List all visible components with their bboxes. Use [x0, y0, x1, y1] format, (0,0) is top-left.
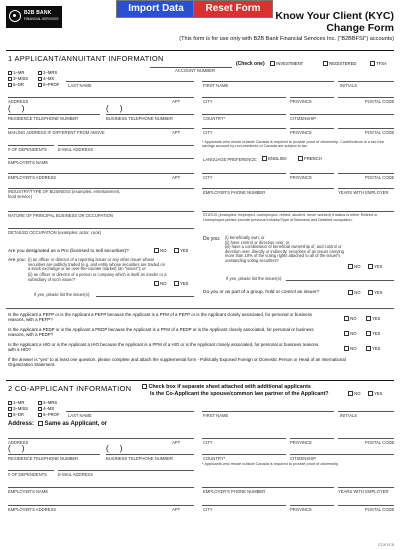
co-address-label: ADDRESS — [8, 440, 29, 445]
co-address-label-main: Address: — [8, 421, 35, 427]
do-you-yes[interactable]: YES — [368, 264, 382, 269]
pro-no[interactable]: NO — [154, 248, 166, 253]
mailing-postal-field[interactable] — [338, 128, 394, 129]
co-salutation-dr[interactable]: 5–DR — [8, 412, 24, 417]
are-you-item-2: (ii) an officer or director of a person or company which is itself an insider or a subsidiary of such issuer? — [28, 272, 167, 282]
detailed-occupation-label: DETAILED OCCUPATION (examples: actor, cook) — [8, 230, 102, 235]
co-last-name-field[interactable] — [66, 411, 194, 412]
co-last-name-label: LAST NAME — [68, 413, 92, 418]
pedp-yes[interactable]: YES — [366, 331, 380, 336]
employer-name-label: EMPLOYER'S NAME — [8, 160, 49, 165]
do-you-item-3: (iii) have a combination of beneficial ownership of, and control or direction over, directly or indirectly, securities of an issuer carrying more than 10% of the voting rights attached to all of the issuer's outstanding voting securities? — [225, 244, 344, 263]
form-title-line2: Change Form — [326, 22, 394, 34]
co-residents-note: * Applicants who reside outside Canada is required to provide proof of citizenship. — [202, 462, 340, 466]
co-business-phone-area[interactable]: ( ) — [106, 444, 123, 453]
salutation-miss[interactable]: 3–MISS — [8, 76, 28, 81]
issuers-list-label-2: If yes, please list the issuer(s): — [34, 292, 91, 297]
citizenship-field[interactable] — [290, 114, 394, 115]
business-phone-area[interactable]: ( ) — [106, 104, 123, 113]
check-one-label: (Check one) — [236, 61, 265, 67]
are-you-yes[interactable]: YES — [174, 281, 188, 286]
co-years-employer-field[interactable] — [338, 487, 394, 488]
issuers-list-field-2[interactable] — [96, 296, 194, 297]
nature-business-field[interactable] — [8, 211, 194, 212]
co-city-field[interactable] — [202, 438, 286, 439]
bank-logo-icon — [9, 10, 21, 22]
do-you-item-2: (ii) have control or direction over; or — [225, 240, 290, 245]
dependents-field[interactable] — [8, 145, 54, 146]
same-as-applicant-checkbox[interactable]: Same as Applicant, or — [38, 421, 107, 427]
co-country-label: COUNTRY* — [203, 456, 226, 461]
initials-label: INITIALS — [340, 83, 357, 88]
hio-yes[interactable]: YES — [366, 346, 380, 351]
language-french[interactable]: FRENCH — [298, 156, 322, 161]
spouse-no[interactable]: NO — [348, 391, 360, 396]
dependents-label: # OF DEPENDENTS — [8, 147, 48, 152]
co-employer-province-label: PROVINCE — [290, 507, 312, 512]
apt-label: APT — [172, 99, 181, 104]
logo-text: B2B BANK — [24, 10, 52, 16]
co-province-field[interactable] — [290, 438, 334, 439]
co-first-name-field[interactable] — [202, 411, 334, 412]
co-residence-phone-field[interactable] — [8, 454, 100, 455]
co-business-phone-label: BUSINESS TELEPHONE NUMBER — [106, 456, 173, 461]
employer-province-label: PROVINCE — [290, 175, 312, 180]
group-yes[interactable]: YES — [368, 290, 382, 295]
salutation-prof[interactable]: 6–PROF — [38, 82, 59, 87]
issuers-list-label-1: If yes, please list the issuer(s): — [226, 276, 283, 281]
employer-phone-field[interactable] — [202, 188, 334, 189]
account-type-tfsa[interactable]: TFSA — [370, 61, 387, 66]
email-field[interactable] — [58, 145, 194, 146]
group-question: Do you or as part of a group, hold or control an issuer? — [203, 290, 320, 295]
business-phone-label: BUSINESS TELEPHONE NUMBER — [106, 116, 173, 121]
country-field[interactable] — [202, 114, 286, 115]
logo-subtext: FINANCIAL SERVICES — [24, 17, 59, 21]
are-you-no[interactable]: NO — [154, 281, 166, 286]
pedp-question: Is the Applicant a PEDP or is the Applicant a PEDP because the Applicant is a PFM of a PEDP or is the Applicant closely associated, for personal or business reasons, with a PEDP? — [8, 327, 314, 337]
detailed-occupation-field[interactable] — [8, 228, 194, 229]
email-label: E-MAIL ADDRESS — [58, 147, 93, 152]
province-field[interactable] — [290, 97, 334, 98]
pro-yes[interactable]: YES — [174, 248, 188, 253]
first-name-label: FIRST NAME — [203, 83, 229, 88]
group-no[interactable]: NO — [348, 290, 360, 295]
co-email-field[interactable] — [58, 470, 194, 471]
section-divider — [6, 50, 394, 51]
co-city-label: CITY — [203, 440, 213, 445]
co-initials-field[interactable] — [338, 411, 394, 412]
co-residence-phone-area[interactable]: ( ) — [8, 444, 25, 453]
salutation-ms[interactable]: 4–MS — [38, 76, 54, 81]
co-employer-city-field[interactable] — [202, 505, 286, 506]
language-english[interactable]: ENGLISH — [262, 156, 287, 161]
mailing-province-label: PROVINCE — [290, 130, 312, 135]
form-subtitle: (This form is for use only with B2B Bank Financial Services Inc. ("B2BBFSI") accounts) — [179, 36, 394, 42]
co-postal-field[interactable] — [338, 438, 394, 439]
city-label: CITY — [203, 99, 213, 104]
co-address-field[interactable] — [8, 438, 194, 439]
pefp-yes[interactable]: YES — [366, 316, 380, 321]
co-salutation-miss[interactable]: 3–MISS — [8, 406, 28, 411]
employer-city-label: CITY — [203, 175, 213, 180]
city-field[interactable] — [202, 97, 286, 98]
do-you-item-1: (i) beneficially own; or — [225, 235, 265, 240]
co-business-phone-field[interactable] — [106, 454, 194, 455]
employer-address-field[interactable] — [8, 173, 194, 174]
address-field[interactable] — [8, 97, 194, 98]
industry-label: INDUSTRY/TYPE OF BUSINESS (examples: entertainment, food service) — [8, 189, 121, 199]
pefp-divider — [6, 308, 394, 309]
separate-sheet-checkbox[interactable]: Check box if separate sheet attached with additional applicants — [142, 384, 311, 390]
province-label: PROVINCE — [290, 99, 312, 104]
co-apt-label: APT — [172, 440, 181, 445]
co-dependents-field[interactable] — [8, 470, 54, 471]
co-province-label: PROVINCE — [290, 440, 312, 445]
residence-phone-label: RESIDENCE TELEPHONE NUMBER — [8, 116, 79, 121]
co-years-employer-label: YEARS WITH EMPLOYER — [338, 489, 389, 494]
co-country-field[interactable] — [202, 454, 286, 455]
do-you-label: Do you: — [203, 236, 221, 242]
mailing-city-label: CITY — [203, 130, 213, 135]
status-field[interactable] — [202, 211, 394, 212]
co-employer-name-field[interactable] — [8, 487, 194, 488]
co-dependents-label: # OF DEPENDENTS — [8, 472, 48, 477]
co-employer-apt-label: APT — [172, 507, 181, 512]
last-name-field[interactable] — [66, 81, 194, 82]
co-employer-name-label: EMPLOYER'S NAME — [8, 489, 49, 494]
residents-note: * Applicants who reside outside Canada is required to provide proof of citizenship. Contributions to a tax-free savings account by non-residents of Canada are subject to tax. — [202, 140, 384, 149]
employer-province-field[interactable] — [290, 173, 334, 174]
co-employer-address-field[interactable] — [8, 505, 194, 506]
initials-field[interactable] — [338, 81, 394, 82]
spouse-question: Is the Co-Applicant the spouse/common law partner of the Applicant? — [150, 391, 329, 397]
co-employer-postal-label: POSTAL CODE — [365, 507, 395, 512]
pedp-no[interactable]: NO — [344, 331, 356, 336]
status-note: STATUS (examples: employed, unemployed, retired, student, never worked) If status is either Retired or Unemployed please provide previous industry/Type of Business and Detailed occupation. — [203, 213, 378, 222]
account-type-registered[interactable]: REGISTERED — [323, 61, 356, 66]
first-name-field[interactable] — [202, 81, 334, 82]
co-email-label: E-MAIL ADDRESS — [58, 472, 93, 477]
employer-city-field[interactable] — [202, 173, 286, 174]
co-salutation-ms[interactable]: 4–MS — [38, 406, 54, 411]
employer-name-field[interactable] — [8, 158, 194, 159]
are-you-item-1: (i) an officer or director of a reporting issuer or any other issuer whose securities are publicly traded (e.g. and entity whose securities are traded on a stock exchange or an over-the-counter market) (an "issuer"); or — [28, 257, 165, 272]
mailing-address-field[interactable] — [8, 128, 194, 129]
co-employer-phone-label: EMPLOYER'S PHONE NUMBER — [203, 489, 266, 494]
bank-logo — [6, 6, 62, 28]
hio-question: Is the Applicant a HIO or is the Applicant a HIO because the Applicant is a PFM of a HIO or is the Applicant closely associated, for personal or business reasons, with a HIO? — [8, 342, 320, 352]
pefp-note: If the answer is "yes" to at least one question, please complete and attach the supplemental form - Politically Exposed Foreign or Domestic Person or Head of an International Organization Statement. — [8, 357, 346, 367]
pro-question: Are you designated as a Pro (licensed to sell securities)? — [8, 249, 129, 254]
mailing-address-label: MAILING ADDRESS IF DIFFERENT FROM ABOVE — [8, 130, 105, 135]
section2-title: 2 CO-APPLICANT INFORMATION — [8, 384, 132, 393]
section1-title: 1 APPLICANT/ANNUITANT INFORMATION — [8, 54, 164, 63]
co-employer-postal-field[interactable] — [338, 505, 394, 506]
address-label: ADDRESS — [8, 99, 29, 104]
employer-phone-label: EMPLOYER'S PHONE NUMBER — [203, 190, 266, 195]
employer-postal-field[interactable] — [338, 173, 394, 174]
account-number-label: ACCOUNT NUMBER — [175, 68, 215, 73]
salutation-mrs[interactable]: 2–MRS — [38, 70, 57, 75]
mailing-apt-label: APT — [172, 130, 181, 135]
co-salutation-mrs[interactable]: 2–MRS — [38, 400, 57, 405]
do-you-no[interactable]: NO — [348, 264, 360, 269]
co-employer-city-label: CITY — [203, 507, 213, 512]
co-employer-address-label: EMPLOYER'S ADDRESS — [8, 507, 57, 512]
spouse-yes[interactable]: YES — [368, 391, 382, 396]
are-you-label: Are you: — [8, 258, 26, 263]
years-employer-label: YEARS WITH EMPLOYER — [338, 190, 389, 195]
co-postal-label: POSTAL CODE — [365, 440, 395, 445]
co-citizenship-label: CITIZENSHIP — [290, 456, 317, 461]
section-divider — [6, 380, 394, 381]
salutation-dr[interactable]: 5–DR — [8, 82, 24, 87]
residence-phone-field[interactable] — [8, 114, 100, 115]
country-label: COUNTRY* — [203, 116, 226, 121]
mailing-postal-label: POSTAL CODE — [365, 130, 395, 135]
nature-business-label: NATURE OF PRINCIPAL BUSINESS OR OCCUPATION — [8, 213, 113, 218]
mailing-city-field[interactable] — [202, 128, 286, 129]
co-salutation-mr[interactable]: 1–MR — [8, 400, 24, 405]
mailing-province-field[interactable] — [290, 128, 334, 129]
issuers-list-field-1[interactable] — [286, 280, 394, 281]
employer-apt-label: APT — [172, 175, 181, 180]
co-first-name-label: FIRST NAME — [203, 413, 229, 418]
co-initials-label: INITIALS — [340, 413, 357, 418]
co-salutation-group — [8, 400, 70, 418]
account-type-investment[interactable]: INVESTMENT — [270, 61, 303, 66]
co-employer-province-field[interactable] — [290, 505, 334, 506]
hio-no[interactable]: NO — [344, 346, 356, 351]
pefp-no[interactable]: NO — [344, 316, 356, 321]
postal-code-label: POSTAL CODE — [365, 99, 395, 104]
import-data-button[interactable]: Import Data — [116, 0, 196, 18]
salutation-mr[interactable]: 1–MR — [8, 70, 24, 75]
co-salutation-prof[interactable]: 6–PROF — [38, 412, 59, 417]
language-pref-label: LANGUAGE PREFERENCE: — [203, 157, 258, 162]
citizenship-label: CITIZENSHIP — [290, 116, 317, 121]
co-citizenship-field[interactable] — [290, 454, 394, 455]
business-phone-field[interactable] — [106, 114, 194, 115]
form-code: CCKYC5 — [377, 542, 394, 547]
years-employer-field[interactable] — [338, 188, 394, 189]
reset-form-button[interactable]: Reset Form — [193, 0, 273, 18]
co-employer-phone-field[interactable] — [202, 487, 334, 488]
form-title: Know Your Client (KYC) — [275, 10, 394, 22]
last-name-label: LAST NAME — [68, 83, 92, 88]
residence-phone-area[interactable]: ( ) — [8, 104, 25, 113]
salutation-group — [8, 70, 70, 88]
employer-postal-label: POSTAL CODE — [365, 175, 395, 180]
co-residence-phone-label: RESIDENCE TELEPHONE NUMBER — [8, 456, 79, 461]
postal-code-field[interactable] — [338, 97, 394, 98]
employer-address-label: EMPLOYER'S ADDRESS — [8, 175, 57, 180]
pefp-question: Is the Applicant a PEFP or is the Applicant a PEFP because the Applicant is a PFM of a PEFP or is the Applicant closely associated, for personal or business reasons, with a PEFP? — [8, 312, 313, 322]
